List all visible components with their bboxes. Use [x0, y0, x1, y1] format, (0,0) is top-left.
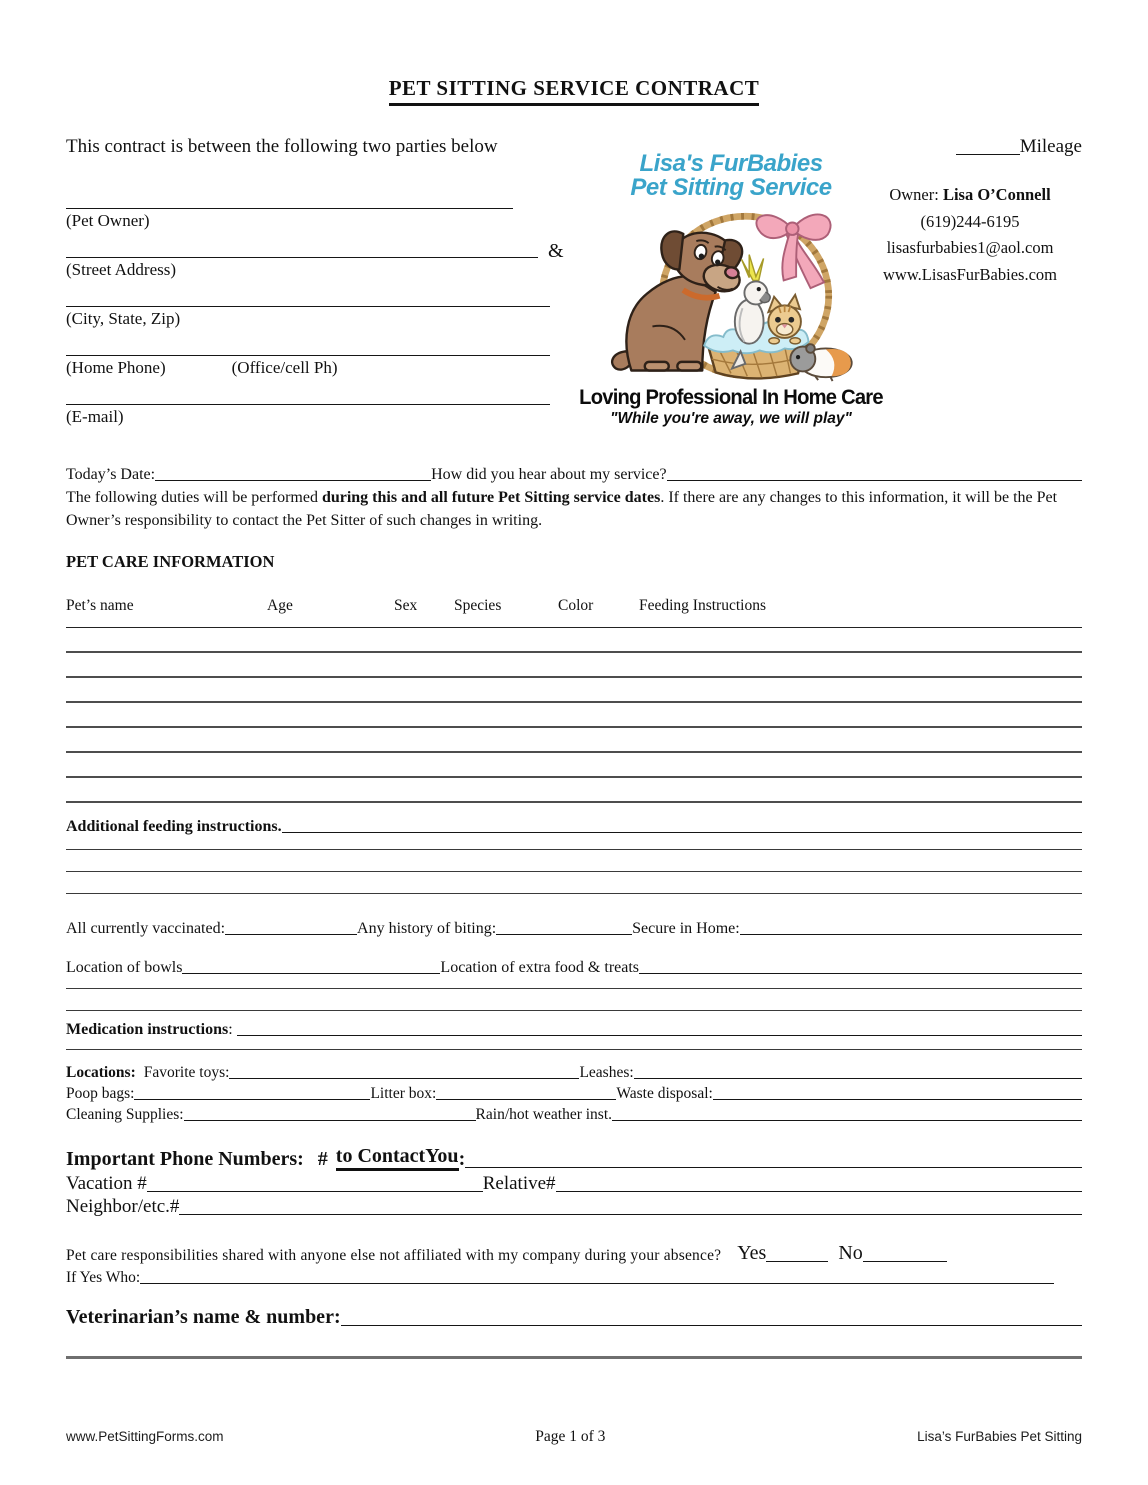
hash-symbol: #: [317, 1148, 328, 1170]
veterinarian-label: Veterinarian’s name & number: [66, 1306, 334, 1328]
vaccinated-blank[interactable]: [225, 920, 357, 935]
leashes-blank[interactable]: [634, 1064, 1082, 1079]
favorite-toys-blank[interactable]: [229, 1064, 579, 1079]
phone-field: [66, 339, 626, 380]
contact-you-blank[interactable]: [465, 1167, 1082, 1168]
pet-row-line[interactable]: [66, 726, 1082, 728]
page-title: PET SITTING SERVICE CONTRACT: [389, 76, 760, 106]
secure-home-blank[interactable]: [740, 920, 1082, 935]
waste-disposal-blank[interactable]: [713, 1085, 1082, 1100]
street-address-label: (Street Address): [66, 260, 177, 279]
bowls-blank[interactable]: [182, 959, 440, 974]
owner-phone: (619)244-6195: [920, 211, 1020, 231]
city-state-zip-label: (City, State, Zip): [66, 309, 181, 328]
locations-label: Locations:: [66, 1064, 136, 1081]
pet-row-line[interactable]: [66, 801, 1082, 803]
party-fields: [66, 192, 626, 437]
medication-colon: :: [228, 1021, 233, 1038]
relative-blank[interactable]: [556, 1173, 1082, 1192]
col-sex: Sex: [394, 597, 418, 614]
email-field: [66, 388, 626, 429]
pet-row-line[interactable]: [66, 651, 1082, 653]
pet-row-line[interactable]: [66, 776, 1082, 778]
contact-colon: :: [458, 1148, 466, 1170]
contact-you-underlined: to ContactYou: [336, 1145, 459, 1171]
leashes-label: Leashes:: [579, 1064, 634, 1081]
logo-tagline: Loving Professional In Home Care: [579, 386, 883, 409]
additional-feeding-label: Additional feeding instructions.: [66, 818, 282, 835]
pet-table-header: [66, 597, 1082, 615]
logo-name-line1: Lisa's FurBabies: [639, 150, 823, 177]
litter-box-label: Litter box:: [370, 1085, 437, 1102]
email-label: (E-mail): [66, 407, 124, 426]
no-label: No: [838, 1242, 863, 1264]
logo-name-line2: Pet Sitting Service: [630, 174, 832, 201]
street-address-field: [66, 241, 626, 282]
home-phone-label: (Home Phone): [66, 358, 166, 377]
col-color: Color: [558, 597, 594, 614]
street-address-blank[interactable]: [66, 241, 538, 258]
medication-blank[interactable]: [237, 1021, 1082, 1036]
veterinarian-blank[interactable]: [341, 1325, 1082, 1326]
duties-paragraph: The following duties will be performed during this and all future Pet Sitting service dates. If there are any changes to this information, it will be the Pet Owner’s responsibility to contact the Pet Sitter of such changes in writing.: [66, 489, 1058, 529]
feeding-extra-line[interactable]: [66, 849, 1082, 850]
neighbor-blank[interactable]: [179, 1196, 1082, 1215]
bottom-divider-line: [66, 1356, 1082, 1359]
city-state-zip-field: [66, 290, 626, 331]
if-yes-who-blank[interactable]: [140, 1283, 1054, 1284]
vaccinated-label: All currently vaccinated:: [66, 920, 226, 937]
ampersand: &: [548, 240, 564, 262]
todays-date-blank[interactable]: [155, 466, 431, 481]
relative-label: Relative#: [482, 1173, 556, 1194]
biting-blank[interactable]: [496, 920, 632, 935]
col-age: Age: [267, 597, 293, 614]
medication-label: Medication instructions: [66, 1021, 229, 1038]
secure-home-label: Secure in Home:: [632, 920, 740, 937]
guinea-pig-icon: [790, 344, 851, 381]
vacation-label: Vacation #: [66, 1173, 147, 1194]
pet-row-line[interactable]: [66, 701, 1082, 703]
logo-block: [571, 152, 891, 429]
cleaning-supplies-label: Cleaning Supplies:: [66, 1106, 184, 1123]
col-pets-name: Pet’s name: [66, 597, 134, 614]
phones-blank[interactable]: [66, 339, 550, 356]
mileage-blank[interactable]: [956, 154, 1020, 155]
notes-line[interactable]: [66, 988, 1082, 989]
poop-bags-blank[interactable]: [134, 1085, 370, 1100]
city-state-zip-blank[interactable]: [66, 290, 550, 307]
veterinarian-colon: :: [333, 1306, 341, 1328]
col-species: Species: [454, 597, 502, 614]
feeding-extra-line[interactable]: [66, 871, 1082, 872]
email-blank[interactable]: [66, 388, 550, 405]
office-cell-label: (Office/cell Ph): [231, 358, 338, 377]
col-feeding-instructions: Feeding Instructions: [639, 597, 766, 614]
vacation-blank[interactable]: [147, 1173, 483, 1192]
footer-website: www.PetSittingForms.com: [66, 1429, 224, 1444]
owner-website: www.LisasFurBabies.com: [883, 265, 1057, 285]
logo-motto: "While you're away, we will play": [610, 410, 852, 427]
waste-disposal-label: Waste disposal:: [616, 1085, 713, 1102]
extra-food-label: Location of extra food & treats: [440, 959, 640, 976]
favorite-toys-label: Favorite toys:: [143, 1064, 230, 1081]
phone-numbers-header: Important Phone Numbers:: [66, 1148, 304, 1170]
owner-label: Owner:: [889, 185, 943, 204]
footer-page-number: Page 1 of 3: [535, 1428, 606, 1445]
pet-owner-label: (Pet Owner): [66, 211, 150, 230]
no-blank[interactable]: [863, 1261, 947, 1262]
page-footer: [66, 1428, 1082, 1446]
hear-about-blank[interactable]: [667, 466, 1082, 481]
rain-hot-blank[interactable]: [612, 1106, 1082, 1121]
poop-bags-label: Poop bags:: [66, 1085, 135, 1102]
yes-blank[interactable]: [766, 1261, 828, 1262]
pet-owner-blank[interactable]: [66, 192, 513, 209]
bowls-label: Location of bowls: [66, 959, 183, 976]
pet-row-line[interactable]: [66, 751, 1082, 753]
shared-responsibilities-question: Pet care responsibilities shared with anyone else not affiliated with my company during your absence?: [66, 1247, 722, 1264]
owner-contact-block: [858, 182, 1082, 289]
pets-basket-illustration: [581, 200, 881, 382]
pet-row-line[interactable]: [66, 627, 1082, 628]
notes-line[interactable]: [66, 1010, 1082, 1011]
header-area: [66, 150, 1082, 466]
mileage-label: Mileage: [1019, 136, 1082, 157]
todays-date-label: Today’s Date:: [66, 466, 156, 483]
litter-box-blank[interactable]: [436, 1085, 616, 1100]
cleaning-supplies-blank[interactable]: [184, 1106, 476, 1121]
pet-row-line[interactable]: [66, 676, 1082, 678]
biting-label: Any history of biting:: [357, 920, 497, 937]
owner-name: Lisa O’Connell: [942, 185, 1051, 204]
additional-feeding-blank[interactable]: [282, 818, 1082, 833]
pet-care-section-title: PET CARE INFORMATION: [66, 552, 275, 571]
bow-icon: [756, 214, 830, 288]
intro-text: This contract is between the following two parties below: [66, 136, 498, 157]
feeding-extra-line[interactable]: [66, 893, 1082, 894]
footer-business-name: Lisa’s FurBabies Pet Sitting: [917, 1429, 1082, 1444]
hear-about-label: How did you hear about my service?: [431, 466, 667, 483]
if-yes-who-label: If Yes Who:: [66, 1269, 141, 1286]
rain-hot-label: Rain/hot weather inst.: [475, 1106, 613, 1123]
medication-extra-line[interactable]: [66, 1049, 1082, 1050]
pet-owner-field: [66, 192, 626, 233]
owner-email: lisasfurbabies1@aol.com: [886, 238, 1054, 258]
extra-food-blank[interactable]: [639, 959, 1082, 974]
neighbor-label: Neighbor/etc.#: [66, 1196, 180, 1217]
yes-label: Yes: [737, 1242, 767, 1264]
